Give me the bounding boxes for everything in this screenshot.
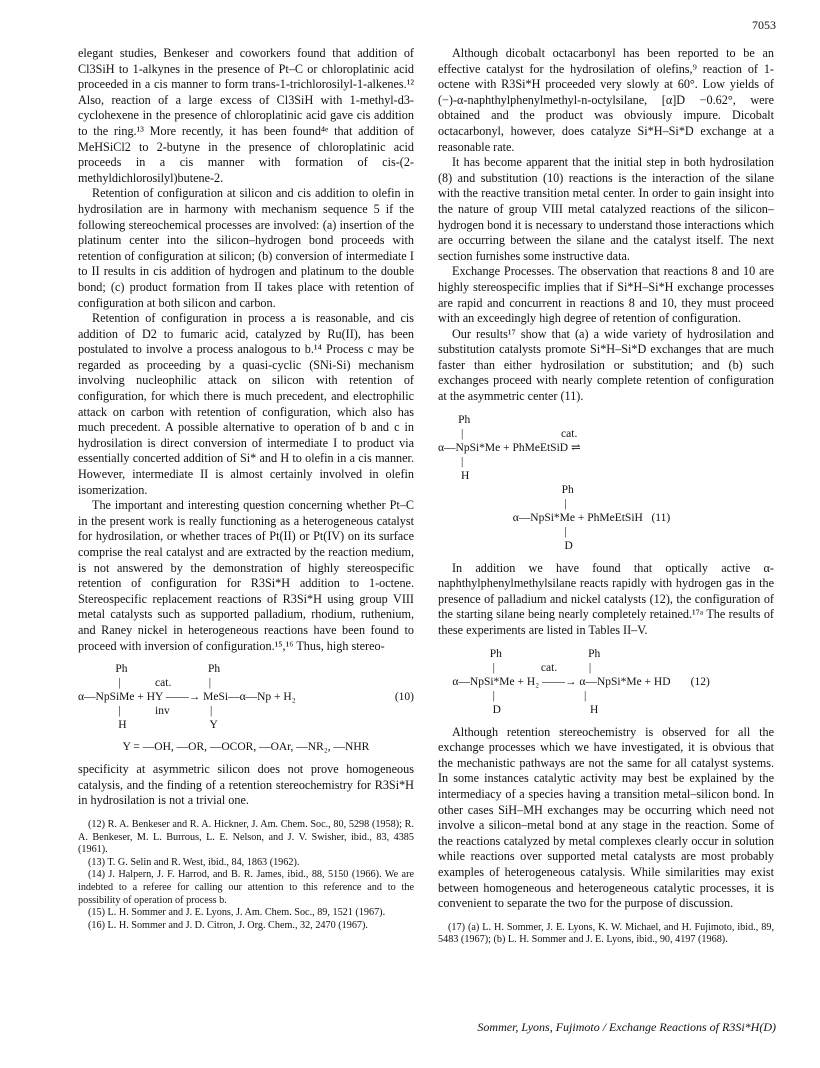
equation-12 bbox=[438, 647, 774, 717]
paragraph: The important and interesting question concerning whether Pt–C in the present work is really functioning as a heterogeneous catalyst for hydrosilation, or whether traces of Pt(II) or Pt(IV) on its surface comprise the real catalyst and are extracted by the reaction medium, is not answered by the demonstration of highly stereospecific retention of configuration for R3Si*H addition to 1-octene. Stereospecific replacement reactions of R3Si*H using group VIII metal catalysts such as supported palladium, rhodium, ruthenium, and Raney nickel in heterogeneous reactions have been found to proceed with inversion of configuration.¹⁵,¹⁶ Thus, high stereo- bbox=[78, 498, 414, 653]
equation-y-definition: Y = —OH, —OR, —OCOR, —OAr, —NR₂, —NHR bbox=[122, 741, 370, 754]
equation-line: D H bbox=[438, 703, 599, 716]
equation-line: | | bbox=[438, 689, 587, 702]
equation-10 bbox=[78, 662, 414, 754]
paragraph: specificity at asymmetric silicon does not prove homogeneous catalysis, and the finding of a retention stereochemistry for R3Si*H in hydrosilation is not a trivial one. bbox=[78, 762, 414, 808]
reference-item: (16) L. H. Sommer and J. D. Citron, J. Org. Chem., 32, 2470 (1967). bbox=[88, 919, 368, 931]
equation-line: Ph bbox=[438, 483, 574, 496]
running-footer: Sommer, Lyons, Fujimoto / Exchange Reactions of R3Si*H(D) bbox=[477, 1020, 776, 1034]
reference-item: (13) T. G. Selin and R. West, ibid., 84, 1863 (1962). bbox=[88, 856, 300, 868]
paragraph: In addition we have found that optically active α-naphthylphenylmethylsilane reacts rapidly with hydrogen gas in the presence of palladium and nickel catalysts (12), the configuration of the starting silane being nearly completely retained.¹⁷ᵃ The results of these experiments are listed in Tables II–V. bbox=[438, 560, 774, 638]
paragraph: It has become apparent that the initial step in both hydrosilation (8) and substitution (10) reactions is the interaction of the silane with the reactive transition metal center. In order to gain insight into the nature of group VIII metal catalyzed reactions of the silicon–hydrogen bond it is necessary to understand those interactions which are occurring between the silane and the catalyst itself. The next section furnishes some instructive data. bbox=[438, 155, 774, 263]
equation-11 bbox=[438, 413, 774, 553]
equation-line: | bbox=[438, 455, 464, 468]
equation-body: α—NpSiMe + HY ——→ MeSi—α—Np + H₂ bbox=[78, 691, 296, 704]
right-column bbox=[438, 46, 774, 947]
reference-item: (14) J. Halpern, J. F. Harrod, and B. R. James, ibid., 88, 5150 (1966). We are indebted to a referee for calling our attention to this reference and to the possibility of operation of process b. bbox=[78, 869, 414, 906]
equation-line: | bbox=[438, 525, 567, 538]
equation-line: H bbox=[438, 469, 470, 482]
paragraph: Retention of configuration at silicon and cis addition to olefin in hydrosilation are in harmony with mechanism sequence 5 if the following stereochemical processes are involved: (a) insertion of the platinum center into the silicon–hydrogen bond proceeds with retention of configuration at silicon; (b) conversion of intermediate I to II results in cis addition of hydrogen and platinum to the double bond; (c) product formation from II takes place with retention of configuration at both silicon and carbon. bbox=[78, 186, 414, 310]
references-left bbox=[78, 819, 414, 932]
references-right bbox=[438, 922, 774, 947]
page-number: 7053 bbox=[752, 18, 776, 32]
equation-line: | inv | bbox=[78, 705, 213, 718]
equation-line: α—NpSi*Me + H₂ ——→ α—NpSi*Me + HD (12) bbox=[438, 675, 710, 688]
equation-line: Ph Ph bbox=[78, 663, 221, 676]
equation-line: | cat. | bbox=[78, 677, 212, 690]
reference-item: (17) (a) L. H. Sommer, J. E. Lyons, K. W. Michael, and H. Fujimoto, ibid., 89, 5483 (1967); (b) L. H. Sommer and J. E. Lyons, ibid., 90, 4197 (1968). bbox=[438, 921, 774, 946]
equation-line: Ph bbox=[438, 413, 471, 426]
equation-line: H Y bbox=[78, 719, 218, 732]
paragraph: Retention of configuration in process a is reasonable, and cis addition of D2 to fumaric acid, catalyzed by Ru(II), has been postulated to involve a process analogous to b.¹⁴ Process c may be regarded as proceeding by a quasi-cyclic (SNi-Si) mechanism involving nucleophilic attack on silicon with retention of configuration, for which there is much precedent, and electrophilic attack on carbon with retention of configuration, which also has much precedent. A possible alternative to operation of b and c in hydrosilation is direct conversion of intermediate I to product via essentially concerted addition of Si* and H to olefin in a cis manner. However, intermediate II is almost certainly involved in olefin isomerization. bbox=[78, 311, 414, 497]
paragraph: elegant studies, Benkeser and coworkers found that addition of Cl3SiH to 1-alkynes in the presence of Pt–C or chloroplatinic acid proceeded in a cis manner to form trans-1-trichlorosilyl-1-alkenes.¹² Also, reaction of a large excess of Cl3SiH with 1-methyl-d3-cyclohexene in the presence of chloroplatinic acid gave cis addition to the ring.¹³ More recently, it has been found⁴ᵉ that addition of MeHSiCl2 to 2-butyne in the presence of chloroplatinic acid proceeds in a cis manner with formation of cis-(2-methyldichlorosilyl)butene-2. bbox=[78, 46, 414, 185]
reference-item: (15) L. H. Sommer and J. E. Lyons, J. Am. Chem. Soc., 89, 1521 (1967). bbox=[88, 907, 386, 919]
equation-number: (10) bbox=[394, 691, 414, 704]
equation-line bbox=[78, 690, 414, 704]
equation-line: D bbox=[438, 539, 573, 552]
equation-line: Ph Ph bbox=[438, 647, 601, 660]
left-column bbox=[78, 46, 414, 932]
equation-line: α—NpSi*Me + PhMeEtSiH (11) bbox=[438, 511, 671, 524]
equation-line: | cat. | bbox=[438, 661, 592, 674]
reference-item: (12) R. A. Benkeser and R. A. Hickner, J. Am. Chem. Soc., 80, 5298 (1958); R. A. Benkeser, M. L. Burrous, L. E. Nelson, and J. V. Swisher, ibid., 83, 4385 (1961). bbox=[78, 818, 414, 856]
equation-line: | bbox=[438, 497, 567, 510]
equation-line: | cat. bbox=[438, 427, 578, 440]
paragraph: Although dicobalt octacarbonyl has been reported to be an effective catalyst for the hydrosilation of olefins,⁹ reaction of 1-octene with R3Si*H proceeded very slowly at 60°. Low yields of (−)-α-naphthylphenylmethyl-n-octylsilane, [α]D −0.62°, were obtained and the product was obviously impure. Dicobalt octacarbonyl, however, does catalyze Si*H–Si*D exchange at a reasonable rate. bbox=[438, 46, 774, 154]
paragraph: Exchange Processes. The observation that reactions 8 and 10 are highly stereospecific implies that if Si*H–Si*H exchange processes are rapid and concurrent in reactions 8 and 10, they must proceed with an exceedingly high degree of retention of configuration. bbox=[438, 264, 774, 326]
equation-line: α—NpSi*Me + PhMeEtSiD ⇌ bbox=[438, 441, 581, 454]
paragraph: Our results¹⁷ show that (a) a wide variety of hydrosilation and substitution catalysts promote Si*H–Si*D exchanges that are much faster than either hydrosilation or substitution; and (b) such exchanges proceed with nearly complete retention of configuration at the asymmetric center (11). bbox=[438, 326, 774, 404]
paragraph: Although retention stereochemistry is observed for all the exchange processes which we have investigated, it is obvious that the mechanistic pathways are not the same for all catalyst systems. In some instances catalytic activity may best be explained by the intermediacy of a species having a transition metal–silicon bond. In other cases SiH–MH exchanges may be occurring which need not involve a silicon–metal bond at any stage in the reaction. Some of the reactions catalyzed by metal complexes clearly occur in solution while reactions over supported metal catalysts are most probably examples of heterogeneous catalysis. While similarities may exist between homogeneous and heterogeneous catalytic processes, it is convenient to separate the two for the purpose of discussion. bbox=[438, 724, 774, 911]
